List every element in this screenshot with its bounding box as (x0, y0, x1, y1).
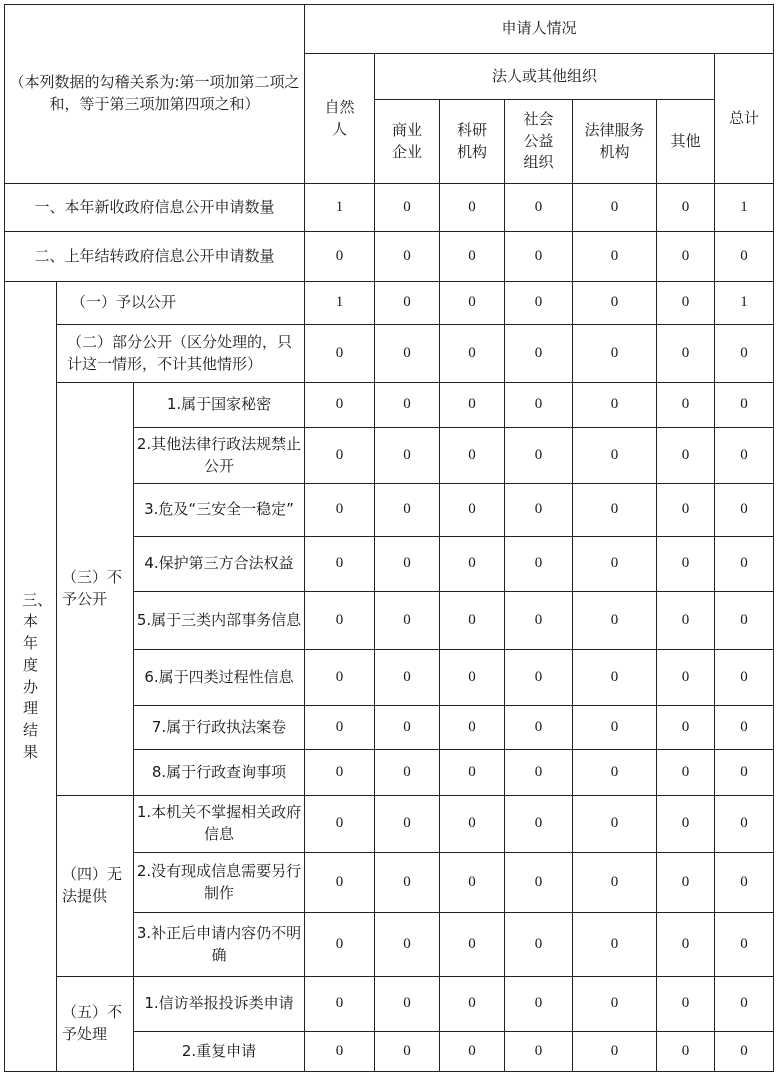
value-cell: 1 (715, 282, 774, 325)
value-cell: 0 (505, 913, 573, 977)
value-cell: 0 (505, 706, 573, 750)
row-label: 二、上年结转政府信息公开申请数量 (5, 232, 305, 282)
row-label: 4.保护第三方合法权益 (134, 537, 305, 592)
value-cell: 0 (305, 383, 375, 428)
results-section-label-cell (5, 282, 57, 1072)
value-cell: 0 (375, 325, 440, 383)
value-cell: 0 (305, 325, 375, 383)
value-cell: 0 (573, 428, 657, 484)
not-processed-label: （五）不予处理 (62, 1003, 123, 1043)
row-label: 2.没有现成信息需要另行制作 (134, 853, 305, 913)
value-cell: 0 (505, 232, 573, 282)
unable-label-cell (57, 796, 134, 977)
value-cell: 0 (657, 428, 715, 484)
value-cell: 0 (715, 796, 774, 853)
commercial-header (375, 100, 440, 184)
value-cell: 0 (505, 325, 573, 383)
value-cell: 0 (375, 913, 440, 977)
value-cell: 0 (573, 325, 657, 383)
row-label: 5.属于三类内部事务信息 (134, 592, 305, 650)
value-cell: 0 (375, 977, 440, 1032)
value-cell: 0 (657, 184, 715, 232)
commercial-label: 商业企业 (392, 120, 423, 161)
value-cell: 0 (505, 977, 573, 1032)
value-cell: 0 (375, 796, 440, 853)
value-cell: 0 (715, 706, 774, 750)
value-cell: 0 (573, 537, 657, 592)
value-cell: 0 (505, 1032, 573, 1072)
value-cell: 0 (440, 977, 505, 1032)
value-cell: 0 (573, 592, 657, 650)
legal-or-other-header: 法人或其他组织 (375, 54, 715, 100)
value-cell: 0 (440, 706, 505, 750)
value-cell: 0 (375, 232, 440, 282)
value-cell: 0 (715, 592, 774, 650)
natural-person-header (305, 54, 375, 184)
value-cell: 0 (375, 282, 440, 325)
table-row (5, 977, 774, 1032)
value-cell: 0 (657, 325, 715, 383)
value-cell: 0 (440, 750, 505, 796)
value-cell: 0 (715, 750, 774, 796)
value-cell: 0 (375, 592, 440, 650)
value-cell: 0 (573, 184, 657, 232)
table-row (5, 282, 774, 325)
not-disclosed-label-cell (57, 383, 134, 796)
table-row (5, 184, 774, 232)
value-cell: 0 (505, 282, 573, 325)
value-cell: 0 (657, 796, 715, 853)
value-cell: 0 (657, 484, 715, 537)
legal-service-header (573, 100, 657, 184)
other-header: 其他 (657, 100, 715, 184)
value-cell: 0 (305, 913, 375, 977)
value-cell: 0 (440, 913, 505, 977)
not-disclosed-label: （三）不予公开 (62, 568, 123, 608)
value-cell: 0 (573, 232, 657, 282)
value-cell: 0 (715, 325, 774, 383)
row-label: 7.属于行政执法案卷 (134, 706, 305, 750)
value-cell: 0 (505, 750, 573, 796)
row-label: 6.属于四类过程性信息 (134, 650, 305, 706)
value-cell: 0 (375, 750, 440, 796)
value-cell: 0 (657, 282, 715, 325)
value-cell: 0 (440, 650, 505, 706)
row-label: （一）予以公开 (57, 282, 305, 325)
value-cell: 0 (305, 796, 375, 853)
value-cell: 0 (305, 650, 375, 706)
row-label: 1.本机关不掌握相关政府信息 (134, 796, 305, 853)
row-label: 2.其他法律行政法规禁止公开 (134, 428, 305, 484)
table-row (5, 232, 774, 282)
value-cell: 0 (440, 853, 505, 913)
value-cell: 0 (505, 428, 573, 484)
value-cell: 0 (573, 706, 657, 750)
legal-service-label: 法律服务机构 (584, 120, 645, 161)
value-cell: 0 (715, 232, 774, 282)
value-cell: 0 (305, 853, 375, 913)
value-cell: 0 (573, 383, 657, 428)
value-cell: 0 (657, 1032, 715, 1072)
value-cell: 0 (657, 706, 715, 750)
value-cell: 0 (505, 796, 573, 853)
value-cell: 0 (573, 282, 657, 325)
total-header: 总计 (715, 54, 774, 184)
value-cell: 0 (505, 650, 573, 706)
value-cell: 0 (715, 383, 774, 428)
value-cell: 0 (440, 537, 505, 592)
value-cell: 0 (305, 428, 375, 484)
value-cell: 0 (573, 750, 657, 796)
row-label: 2.重复申请 (134, 1032, 305, 1072)
value-cell: 0 (440, 428, 505, 484)
value-cell: 0 (657, 592, 715, 650)
value-cell: 0 (657, 537, 715, 592)
value-cell: 0 (573, 977, 657, 1032)
unable-label: （四）无法提供 (62, 865, 123, 905)
table-row (5, 796, 774, 853)
value-cell: 0 (375, 1032, 440, 1072)
value-cell: 0 (375, 184, 440, 232)
value-cell: 0 (305, 750, 375, 796)
value-cell: 0 (375, 650, 440, 706)
natural-person-label: 自然人 (324, 97, 355, 138)
row-label: 3.补正后申请内容仍不明确 (134, 913, 305, 977)
value-cell: 0 (305, 1032, 375, 1072)
header-row-1 (5, 5, 774, 54)
value-cell: 0 (715, 853, 774, 913)
results-section-label: 三、本年度办理结果 (22, 590, 53, 761)
value-cell: 0 (657, 383, 715, 428)
disclosure-statistics-table (4, 4, 774, 1072)
row-label: 1.属于国家秘密 (134, 383, 305, 428)
value-cell: 0 (657, 853, 715, 913)
value-cell: 1 (715, 184, 774, 232)
corner-note: （本列数据的勾稽关系为:第一项加第二项之和，等于第三项加第四项之和） (9, 73, 300, 113)
applicant-info-header: 申请人情况 (305, 5, 774, 54)
value-cell: 0 (505, 484, 573, 537)
value-cell: 0 (505, 853, 573, 913)
public-welfare-header (505, 100, 573, 184)
value-cell: 0 (505, 184, 573, 232)
value-cell: 0 (440, 184, 505, 232)
value-cell: 0 (305, 537, 375, 592)
value-cell: 0 (440, 232, 505, 282)
row-label: 3.危及“三安全一稳定” (134, 484, 305, 537)
value-cell: 0 (305, 484, 375, 537)
value-cell: 0 (375, 428, 440, 484)
value-cell: 0 (657, 750, 715, 796)
row-label: 一、本年新收政府信息公开申请数量 (5, 184, 305, 232)
value-cell: 0 (573, 650, 657, 706)
research-header (440, 100, 505, 184)
value-cell: 0 (305, 977, 375, 1032)
value-cell: 0 (657, 650, 715, 706)
value-cell: 0 (440, 325, 505, 383)
value-cell: 1 (305, 282, 375, 325)
value-cell: 0 (505, 383, 573, 428)
value-cell: 0 (573, 913, 657, 977)
value-cell: 0 (715, 1032, 774, 1072)
value-cell: 0 (715, 537, 774, 592)
value-cell: 0 (505, 592, 573, 650)
value-cell: 0 (715, 650, 774, 706)
value-cell: 0 (305, 706, 375, 750)
table-row (5, 325, 774, 383)
value-cell: 0 (440, 1032, 505, 1072)
value-cell: 0 (305, 232, 375, 282)
value-cell: 0 (505, 537, 573, 592)
not-processed-label-cell (57, 977, 134, 1072)
value-cell: 0 (440, 796, 505, 853)
value-cell: 0 (573, 853, 657, 913)
value-cell: 0 (305, 592, 375, 650)
value-cell: 0 (715, 913, 774, 977)
value-cell: 0 (657, 977, 715, 1032)
value-cell: 0 (657, 232, 715, 282)
value-cell: 0 (657, 913, 715, 977)
value-cell: 0 (440, 282, 505, 325)
value-cell: 1 (305, 184, 375, 232)
value-cell: 0 (573, 1032, 657, 1072)
value-cell: 0 (715, 977, 774, 1032)
value-cell: 0 (573, 484, 657, 537)
row-label: 8.属于行政查询事项 (134, 750, 305, 796)
table-row (5, 383, 774, 428)
value-cell: 0 (375, 853, 440, 913)
value-cell: 0 (440, 383, 505, 428)
value-cell: 0 (375, 383, 440, 428)
value-cell: 0 (375, 706, 440, 750)
value-cell: 0 (375, 484, 440, 537)
value-cell: 0 (375, 537, 440, 592)
value-cell: 0 (715, 484, 774, 537)
value-cell: 0 (440, 592, 505, 650)
research-label: 科研机构 (457, 120, 488, 161)
value-cell: 0 (573, 796, 657, 853)
value-cell: 0 (715, 428, 774, 484)
value-cell: 0 (440, 484, 505, 537)
row-label: （二）部分公开（区分处理的，只计这一情形，不计其他情形） (57, 325, 305, 383)
public-welfare-label: 社会公益组织 (523, 109, 554, 172)
corner-note-cell (5, 5, 305, 184)
row-label: 1.信访举报投诉类申请 (134, 977, 305, 1032)
